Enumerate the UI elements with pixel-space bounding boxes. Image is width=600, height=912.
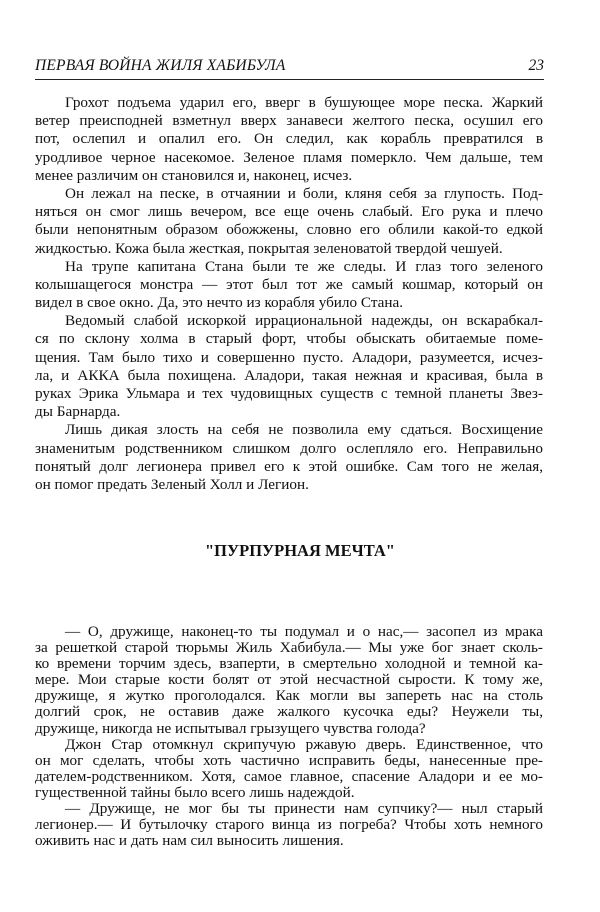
text-line: он помог предать Зеленый Холл и Легион. xyxy=(35,475,309,493)
paragraph xyxy=(35,801,543,849)
chapter-heading: "ПУРПУРНАЯ МЕЧТА" xyxy=(205,541,395,560)
paragraph xyxy=(35,624,543,737)
text-line: гущественной тайны было всего лишь надеждой. xyxy=(35,783,355,801)
text-line: знаменитым родственником слишком долго ослепляло его. Неправильно xyxy=(35,439,543,457)
text-line: ся по склону холма в старый форт, чтобы обыскать обитаемые поме- xyxy=(35,330,543,348)
text-line: Лишь дикая злость на себя не позволила ему сдаться. Восхищение xyxy=(65,421,543,439)
text-line: няться он смог лишь вечером, все еще очень слабый. Его рука и плечо xyxy=(35,203,543,221)
text-line: Джон Стар отомкнул скрипучую ржавую дверь. Единственное, что xyxy=(65,735,543,753)
text-line: щения. Там было тихо и совершенно пусто. Аладори, разумеется, исчез- xyxy=(35,348,543,366)
text-line: видел в свое окно. Да, это нечто из корабля убило Стана. xyxy=(35,294,404,312)
text-line: дружище, я жутко проголодался. Как могли вы запереть нас на столь xyxy=(35,687,543,705)
text-line: жидкостью. Кожа была жесткая, покрытая зеленоватой твердой чешуей. xyxy=(35,239,503,257)
text-line: руках Эрика Ульмара и тех чудовищных существ с темной планеты Звез- xyxy=(35,385,543,402)
text-line: пот, ослепил и опалил его. Он следил, как корабль превратился в xyxy=(35,130,543,148)
text-line: Он лежал на песке, в отчаянии и боли, кляня себя за глупость. Под- xyxy=(65,184,543,202)
text-line: менее различим он становился и, наконец, исчез. xyxy=(35,166,353,184)
text-line: уродливое черное насекомое. Зеленое пламя померкло. Чем дальше, тем xyxy=(35,148,543,166)
text-line: ла, и АККА была похищена. Аладори, такая нежная и красивая, была в xyxy=(35,366,543,384)
text-line: Грохот подъема ударил его, вверг в бушующее море песка. Жаркий xyxy=(65,94,543,111)
text-line: дателем-родственником. Хотя, самое главное, спасение Аладори и ее мо- xyxy=(35,767,543,785)
paragraph xyxy=(35,737,543,801)
text-line: ко времени торчим здесь, взаперти, в смертельно холодной и темной ка- xyxy=(35,655,543,673)
text-line: — О, дружище, наконец-то ты подумал и о нас,— засопел из мрака xyxy=(65,623,543,640)
text-line: оживить нас и дать нам сил выносить лишения. xyxy=(35,832,344,850)
page-number: 23 xyxy=(528,57,544,74)
text-section-1 xyxy=(35,94,543,494)
text-line: ды Барнарда. xyxy=(35,403,121,421)
text-line: за решеткой старой тюрьмы Жиль Хабибула.— Мы уже бог знает сколь- xyxy=(35,639,543,657)
text-line: понятый долг легионера привел его к этой ошибке. Сам того не желая, xyxy=(35,457,543,475)
paragraph xyxy=(35,94,543,185)
text-line: Ведомый слабой искоркой иррациональной надежды, он вскарабкал- xyxy=(65,312,543,330)
text-line: мере. Мои старые кости болят от этой несчастной сырости. К тому же, xyxy=(35,671,543,689)
text-line: колышащегося монстра — этот был тот же самый кошмар, который он xyxy=(35,275,543,293)
paragraph xyxy=(35,185,543,258)
text-section-2 xyxy=(35,624,543,849)
text-line: были непонятным образом обожжены, словно его облили какой-то едкой xyxy=(35,221,543,239)
text-line: он мог сделать, чтобы хоть частично исправить беды, нанесенные пре- xyxy=(35,751,543,769)
text-line: — Дружище, не мог бы ты принести нам супчику?— ныл старый xyxy=(65,800,543,818)
running-title: ПЕРВАЯ ВОЙНА ЖИЛЯ ХАБИБУЛА xyxy=(35,57,286,74)
running-header xyxy=(35,55,544,80)
text-line: легионер.— И бутылочку старого винца из погреба? Чтобы хоть немного xyxy=(35,816,543,834)
text-line: На трупе капитана Стана были те же следы. И глаз того зеленого xyxy=(65,257,543,275)
text-line: долгий срок, не оставив даже жалкого кусочка еды? Неужели ты, xyxy=(35,703,543,721)
paragraph xyxy=(35,421,543,494)
text-line: дружище, никогда не испытывал грызущего чувства голода? xyxy=(35,719,426,737)
paragraph xyxy=(35,258,543,313)
text-line: ветер преисподней взметнул вверх занавеси желтого песка, осушил его xyxy=(35,112,543,130)
paragraph xyxy=(35,312,543,421)
